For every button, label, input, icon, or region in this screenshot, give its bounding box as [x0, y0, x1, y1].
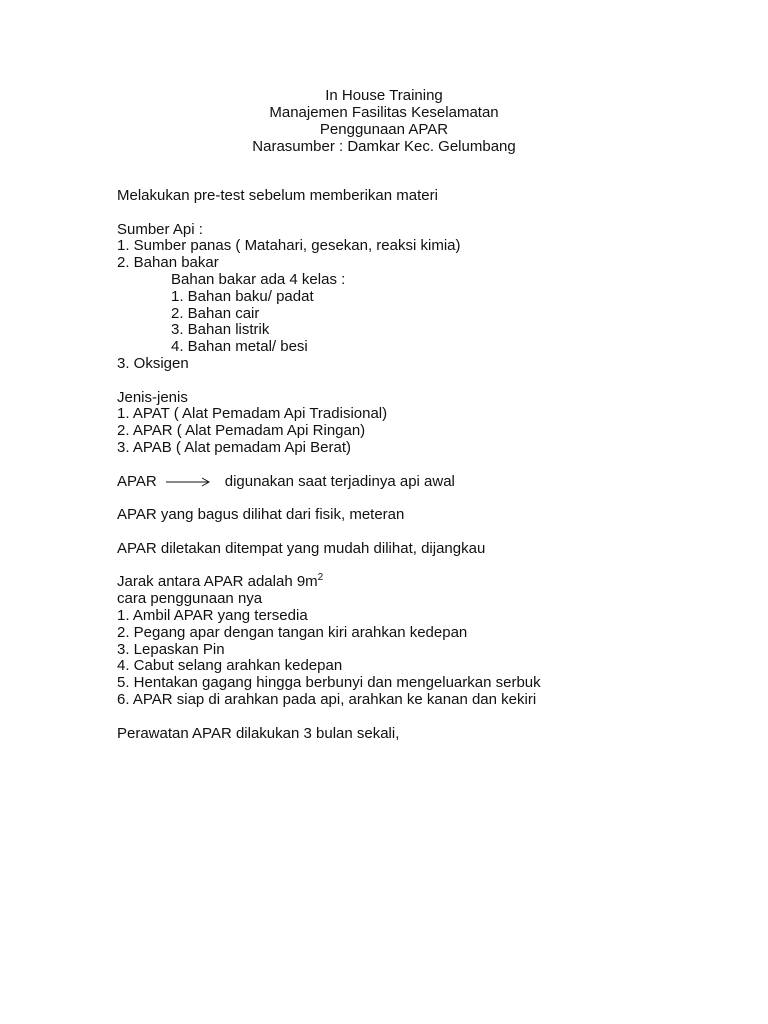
right-arrow-icon	[165, 477, 211, 487]
cara-item-6: 6. APAR siap di arahkan pada api, arahkan ke kanan dan kekiri	[117, 690, 537, 708]
cara-item-1: 1. Ambil APAR yang tersedia	[117, 606, 308, 624]
spacer	[117, 457, 737, 474]
sumber-api-title: Sumber Api :	[117, 220, 203, 238]
sumber-api-item-3: 3. Oksigen	[117, 354, 189, 372]
apar-arrow-right-text: digunakan saat terjadinya api awal	[224, 472, 455, 490]
cara-title: cara penggunaan nya	[117, 590, 263, 608]
header-subtitle: Manajemen Fasilitas Keselamatan	[269, 104, 499, 121]
intro-text: Melakukan pre-test sebelum memberikan materi	[117, 187, 438, 204]
spacer	[117, 205, 737, 222]
spacer	[117, 709, 737, 726]
apar-arrow-left-text: APAR	[117, 472, 157, 490]
document-body	[117, 188, 737, 742]
sumber-api-item-1: 1. Sumber panas ( Matahari, gesekan, reaksi kimia)	[117, 237, 461, 255]
jenis-item-1: 1. APAT ( Alat Pemadam Api Tradisional)	[117, 405, 388, 423]
jarak-line	[117, 574, 737, 591]
bahan-bakar-item-4: 4. Bahan metal/ besi	[171, 338, 308, 356]
perawatan-text: Perawatan APAR dilakukan 3 bulan sekali,	[117, 724, 400, 742]
jenis-item-3: 3. APAB ( Alat pemadam Api Berat)	[117, 438, 352, 456]
jenis-item-2: 2. APAR ( Alat Pemadam Api Ringan)	[117, 422, 366, 440]
header-title: In House Training	[325, 87, 443, 104]
spacer	[117, 524, 737, 541]
header-speaker: Narasumber : Damkar Kec. Gelumbang	[252, 138, 516, 155]
bahan-bakar-item-1: 1. Bahan baku/ padat	[171, 287, 314, 305]
apar-letak-text: APAR diletakan ditempat yang mudah dilihat, dijangkau	[117, 539, 486, 557]
header-topic: Penggunaan APAR	[319, 121, 449, 138]
cara-item-3: 3. Lepaskan Pin	[117, 640, 225, 658]
spacer	[117, 558, 737, 575]
bahan-bakar-subtitle: Bahan bakar ada 4 kelas :	[171, 270, 346, 288]
jarak-superscript: 2	[317, 572, 324, 584]
bahan-bakar-item-2: 2. Bahan cair	[171, 304, 260, 322]
jenis-title: Jenis-jenis	[117, 388, 188, 406]
apar-bagus-text: APAR yang bagus dilihat dari fisik, meteran	[117, 506, 405, 524]
cara-item-5: 5. Hentakan gagang hingga berbunyi dan mengeluarkan serbuk	[117, 674, 541, 692]
bahan-bakar-item-3: 3. Bahan listrik	[171, 321, 270, 339]
document-header	[0, 87, 768, 155]
apar-arrow-line	[117, 474, 737, 491]
jarak-text: Jarak antara APAR adalah 9m	[117, 573, 318, 591]
cara-item-2: 2. Pegang apar dengan tangan kiri arahkan kedepan	[117, 623, 468, 641]
sumber-api-item-2: 2. Bahan bakar	[117, 254, 219, 272]
spacer	[117, 373, 737, 390]
spacer	[117, 490, 737, 507]
cara-item-4: 4. Cabut selang arahkan kedepan	[117, 657, 343, 675]
